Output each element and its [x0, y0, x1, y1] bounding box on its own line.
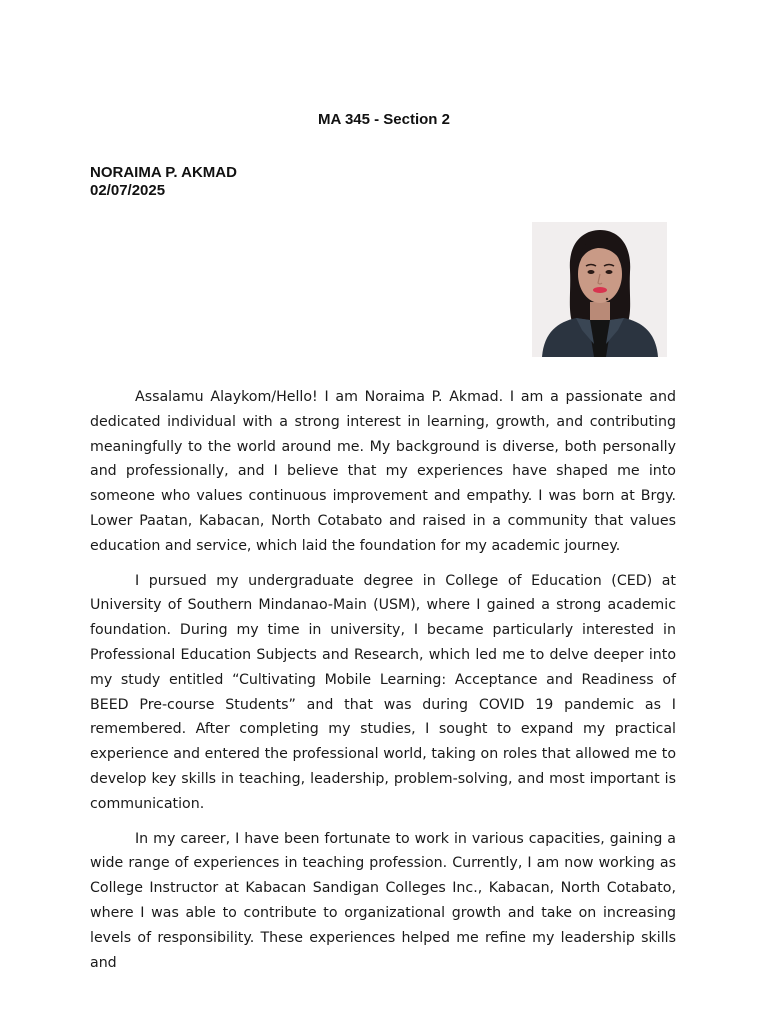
author-photo [532, 222, 667, 357]
paragraph-3: In my career, I have been fortunate to work in various capacities, gaining a wide range of experiences in teaching profession. Currently, I am now working as College Instructor at Kabacan Sandigan Colleges Inc., Kabacan, North Cotabato, where I was able to contribute to organizational growth and take on increasing levels of responsibility. These experiences helped me refine my leadership skills and [90, 830, 676, 971]
author-block [90, 164, 237, 200]
portrait-illustration [532, 222, 667, 357]
paragraph-1: Assalamu Alaykom/Hello! I am Noraima P. Akmad. I am a passionate and dedicated individual with a strong interest in learning, growth, and contributing meaningfully to the world around me. My background is diverse, both personally and professionally, and I believe that my experiences have shaped me into someone who values continuous improvement and empathy. I was born at Brgy. Lower Paatan, Kabacan, North Cotabato and raised in a community that values education and service, which laid the foundation for my academic journey. [90, 389, 676, 554]
course-title: MA 345 - Section 2 [318, 111, 450, 128]
paragraph-2: I pursued my undergraduate degree in College of Education (CED) at University of Southern Mindanao-Main (USM), where I gained a strong academic foundation. During my time in university, I became particularly interested in Professional Education Subjects and Research, which led me to delve deeper into my study entitled “Cultivating Mobile Learning: Acceptance and Readiness of BEED Pre-course Students” and that was during COVID 19 pandemic as I remembered. After completing my studies, I sought to expand my practical experience and entered the professional world, taking on roles that allowed me to develop key skills in teaching, leadership, problem-solving, and most important is communication. [90, 572, 676, 812]
essay-body [90, 385, 676, 985]
author-name: NORAIMA P. AKMAD [90, 164, 237, 181]
document-date: 02/07/2025 [90, 182, 166, 199]
